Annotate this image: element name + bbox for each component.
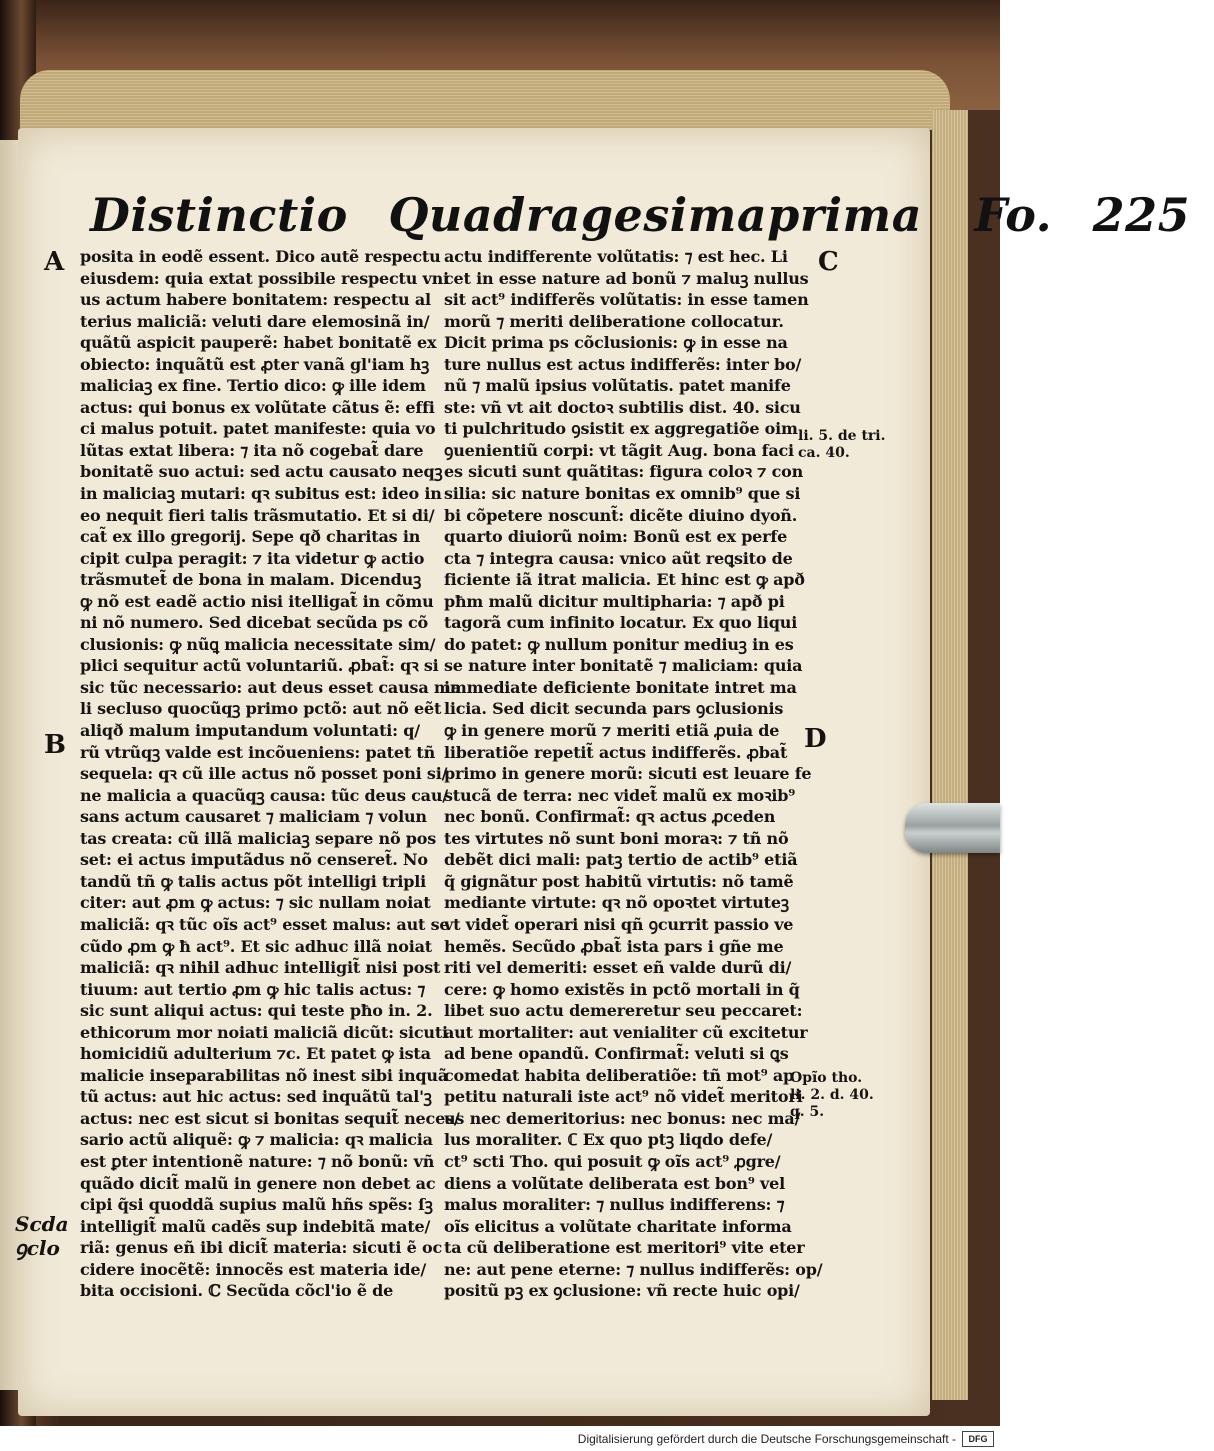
text-line: ne malicia a quacũqꝫ causa: tũc deus cau/ bbox=[80, 785, 448, 805]
text-line: ta cũ deliberatione est meritori⁹ vite eter bbox=[444, 1238, 805, 1258]
text-line: riã: genus eñ ibi dicit̃ materia: sicuti ẽ oc bbox=[80, 1238, 442, 1258]
text-line: licia. Sed dicit secunda pars ꝯclusionis bbox=[444, 699, 784, 719]
text-line: quãtũ aspicit pauperẽ: habet bonitatẽ ex bbox=[80, 333, 437, 353]
text-line: intelligit̃ malũ cadẽs sup indebitã mate/ bbox=[80, 1216, 431, 1236]
text-line: liberatiõe repetit̃ actus indifferẽs. ꝓbat̃ bbox=[444, 742, 788, 762]
text-line: cere: ꝙ homo existẽs in pctõ mortali in q̃ bbox=[444, 979, 800, 999]
text-line: ct⁹ scti Tho. qui posuit ꝙ oĩs act⁹ ꝓgre/ bbox=[444, 1151, 781, 1171]
text-line: ad bene opandũ. Confirmat̃: veluti si ꝗs bbox=[444, 1044, 789, 1064]
text-line: cat̃ ex illo gregorij. Sepe qð charitas in bbox=[80, 527, 421, 547]
text-line: maliciã: qꝛ tũc oĩs act⁹ esset malus: aut se bbox=[80, 914, 450, 934]
text-line: ci malus potuit. patet manifeste: quia vo bbox=[80, 419, 436, 439]
text-line: citer: aut ꝓm ꝙ actus: ⁊ sic nullam noiat bbox=[80, 893, 431, 913]
header-folio-label: Fo. bbox=[974, 188, 1053, 242]
text-line: maliciã: qꝛ nihil adhuc intelligit̃ nisi post bbox=[80, 958, 441, 978]
text-line: actus: qui bonus ex volũtate cãtus ẽ: effi bbox=[80, 397, 435, 417]
text-line: actu indifferente volũtatis: ⁊ est hec. Li bbox=[444, 247, 788, 266]
section-letter-c: C bbox=[818, 247, 839, 277]
text-line: tes virtutes nõ sunt boni moraꝛ: ⁊ tñ nõ bbox=[444, 828, 789, 848]
text-line: sic sunt aliqui actus: qui teste pħo in. 2. bbox=[80, 1001, 433, 1021]
text-line: us actum habere bonitatem: respectu al bbox=[80, 290, 431, 310]
text-line: in maliciaꝫ mutari: qꝛ subitus est: ideo in bbox=[80, 484, 442, 504]
margin-note-line: Opĩo tho. bbox=[790, 1070, 863, 1086]
text-line: oĩs elicitus a volũtate charitate informa bbox=[444, 1216, 792, 1236]
page-edges-top bbox=[20, 70, 950, 130]
text-line: ture nullus est actus indifferẽs: inter bo/ bbox=[444, 354, 802, 374]
text-line: Dicit prima ps cõclusionis: ꝙ in esse na bbox=[444, 333, 788, 353]
text-line: positũ pꝫ ex ꝯclusione: vñ recte huic opi/ bbox=[444, 1281, 800, 1301]
text-line: obiecto: inquãtũ est ꝓter vanã gl'iam hꝫ bbox=[80, 354, 430, 374]
text-line: homicidiũ adulterium ⁊c. Et patet ꝙ ista bbox=[80, 1044, 431, 1064]
text-line: cipi q̃si quoddã supius malũ hñs spẽs: ſꝫ bbox=[80, 1195, 433, 1215]
text-line: actus: nec est sicut si bonitas sequit̃ neces/ bbox=[80, 1108, 460, 1128]
margin-note-line: li. 5. de tri. bbox=[798, 428, 886, 444]
text-line: ethicorum mor noiati maliciã dicũt: sicuti bbox=[80, 1022, 448, 1042]
text-line: lũtas extat libera: ⁊ ita nõ cogebat̃ dare bbox=[80, 440, 424, 460]
text-line: sario actũ aliquẽ: ꝙ ⁊ malicia: qꝛ malicia bbox=[80, 1130, 433, 1150]
text-line: tas creata: cũ illã maliciaꝫ separe nõ pos bbox=[80, 828, 437, 848]
text-line: sic tũc necessario: aut deus esset causa ma bbox=[80, 677, 461, 697]
text-line: eo nequit fieri talis trãsmutatio. Et si di/ bbox=[80, 505, 435, 525]
left-text-column bbox=[80, 246, 461, 1302]
text-line: plici sequitur actũ voluntariũ. ꝓbat̃: qꝛ si bbox=[80, 656, 439, 676]
margin-note-line: li. 2. d. 40. bbox=[790, 1087, 874, 1103]
page-edges-right bbox=[932, 110, 968, 1400]
text-line: cipit culpa peragit: ⁊ ita videtur ꝙ actio bbox=[80, 548, 425, 568]
text-line: primo in genere morũ: sicuti est leuare fe bbox=[444, 764, 812, 784]
margin-note-secunda-conclusio bbox=[15, 1212, 69, 1260]
text-line: set: ei actus imputãdus nõ censeret̃. No bbox=[80, 850, 428, 870]
text-line: cidere inocẽtẽ: innocẽs est materia ide/ bbox=[80, 1259, 426, 1279]
header-quadragesimaprima: Quadragesimaprima bbox=[388, 188, 923, 242]
text-line: bonitatẽ suo actui: sed actu causato neqꝫ bbox=[80, 462, 443, 482]
section-letter-d: D bbox=[804, 724, 827, 754]
section-letter-b: B bbox=[44, 730, 66, 760]
margin-note-line: q. 5. bbox=[790, 1104, 825, 1120]
text-line: q̃ gignãtur post habitũ virtutis: nõ tamẽ bbox=[444, 871, 794, 891]
text-line: li secluso quocũqꝫ primo pctõ: aut nõ eẽt bbox=[80, 699, 442, 719]
text-line: est ꝑter intentionẽ nature: ⁊ nõ bonũ: vñ bbox=[80, 1151, 435, 1171]
text-line: eiusdem: quia extat possibile respectu vni bbox=[80, 268, 449, 288]
text-line: ficiente iã itrat malicia. Et hinc est ꝙ apð bbox=[444, 570, 805, 590]
text-line: ste: vñ vt ait doctoꝛ subtilis dist. 40. sicu bbox=[444, 397, 801, 417]
text-line: tandũ tñ ꝙ talis actus põt intelligi tripli bbox=[80, 871, 426, 891]
text-line: posita in eodẽ essent. Dico autẽ respectu bbox=[80, 247, 441, 266]
text-line: ne: aut pene eterne: ⁊ nullus indifferẽs: op/ bbox=[444, 1259, 823, 1279]
text-line: bita occisioni. ℂ Secũda cõcl'io ẽ de bbox=[80, 1281, 394, 1301]
text-line: cet in esse nature ad bonũ ⁊ maluꝫ nullus bbox=[444, 268, 809, 288]
header-distinctio: Distinctio bbox=[90, 188, 348, 242]
text-line: nec bonũ. Confirmat̃: qꝛ actus ꝓceden bbox=[444, 807, 776, 827]
text-line: trãsmutet̃ de bona in malam. Dicenduꝫ bbox=[80, 570, 422, 590]
text-line: libet suo actu demereretur seu peccaret: bbox=[444, 1001, 803, 1021]
text-line: es sicuti sunt quãtitas: figura coloꝛ ⁊ con bbox=[444, 462, 804, 482]
text-line: rũ vtrũqꝫ valde est incõueniens: patet tñ bbox=[80, 742, 435, 762]
text-line: comedat habita deliberatiõe: tñ mot⁹ ap bbox=[444, 1065, 795, 1085]
scda-line: ꝯclo bbox=[15, 1236, 60, 1260]
text-line: aliqð malum imputandum voluntati: q/ bbox=[80, 721, 420, 741]
text-line: hemẽs. Secũdo ꝓbat̃ ista pars i gñe me bbox=[444, 936, 784, 956]
dfg-logo: DFG bbox=[962, 1431, 994, 1447]
footer-credit: Digitalisierung gefördert durch die Deutsche Forschungsgemeinschaft - bbox=[577, 1432, 956, 1446]
text-line: terius maliciã: veluti dare elemosinã in/ bbox=[80, 311, 430, 331]
text-line: malicie inseparabilitas nõ inest sibi inquã bbox=[80, 1065, 448, 1085]
margin-note-augustine bbox=[798, 428, 885, 462]
text-line: do patet: ꝙ nullum ponitur mediuꝫ in es bbox=[444, 634, 794, 654]
text-line: vt videt̃ operari nisi qñ ꝯcurrit passio ve bbox=[444, 914, 794, 934]
text-line: us nec demeritorius: nec bonus: nec ma/ bbox=[444, 1108, 801, 1128]
text-line: cta ⁊ integra causa: vnico aũt reꝗsito de bbox=[444, 548, 793, 568]
text-line: tiuum: aut tertio ꝓm ꝙ hic talis actus: ⁊ bbox=[80, 979, 426, 999]
text-line: cũdo ꝓm ꝙ ħ act⁹. Et sic adhuc illã noiat bbox=[80, 936, 432, 956]
section-letter-a: A bbox=[44, 247, 65, 277]
scda-line: Scda bbox=[15, 1212, 69, 1236]
text-line: riti vel demeriti: esset eñ valde durũ di/ bbox=[444, 958, 792, 978]
text-line: stucã de terra: nec videt̃ malũ ex moꝛib⁹ bbox=[444, 785, 796, 805]
text-line: clusionis: ꝙ nũꝗ malicia necessitate sim/ bbox=[80, 634, 436, 654]
text-line: silia: sic nature bonitas ex omnib⁹ que si bbox=[444, 484, 801, 504]
text-line: quarto diuiorũ noim: Bonũ est ex perfe bbox=[444, 527, 788, 547]
page-clip bbox=[905, 803, 1000, 853]
margin-note-line: ca. 40. bbox=[798, 445, 850, 461]
header-folio-number: 225 bbox=[1092, 188, 1191, 242]
text-line: diens a volũtate deliberata est bon⁹ vel bbox=[444, 1173, 785, 1193]
text-line: lus moraliter. ℂ Ex quo ptꝫ liqdo defe/ bbox=[444, 1130, 773, 1150]
text-line: pħm malũ dicitur multipharia: ⁊ apð pi bbox=[444, 591, 785, 611]
text-line: ꝯuenientiũ corpi: vt tãgit Aug. bona faci bbox=[444, 440, 794, 460]
text-line: ti pulchritudo ꝯsistit ex aggregatiõe oim bbox=[444, 419, 798, 439]
text-line: se nature inter bonitatẽ ⁊ maliciam: quia bbox=[444, 656, 803, 676]
text-line: immediate deficiente bonitate intret ma bbox=[444, 677, 797, 697]
text-line: tũ actus: aut hic actus: sed inquãtũ tal'ꝫ bbox=[80, 1087, 432, 1107]
text-line: ni nõ numero. Sed dicebat secũda ps cõ bbox=[80, 613, 428, 633]
text-line: ꝙ nõ est eadẽ actio nisi itelligat̃ in cõmu bbox=[80, 591, 434, 611]
text-line: mediante virtute: qꝛ nõ opoꝛtet virtuteꝫ bbox=[444, 893, 789, 913]
footer-bar bbox=[0, 1426, 1000, 1451]
text-line: bi cõpetere noscunt̃: dicẽte diuino dyoñ. bbox=[444, 505, 798, 525]
text-line: petitu naturali iste act⁹ nõ videt̃ meritori bbox=[444, 1087, 803, 1107]
text-line: sequela: qꝛ cũ ille actus nõ posset poni si/ bbox=[80, 764, 448, 784]
text-line: ꝙ in genere morũ ⁊ meriti etiã ꝓuia de bbox=[444, 721, 780, 741]
margin-note-thomas bbox=[790, 1070, 874, 1121]
text-line: sit act⁹ indifferẽs volũtatis: in esse tamen bbox=[444, 290, 809, 310]
text-line: morũ ⁊ meriti deliberatione collocatur. bbox=[444, 311, 784, 331]
text-line: aut mortaliter: aut venialiter cũ excitetur bbox=[444, 1022, 808, 1042]
text-line: quãdo dicit̃ malũ in genere non debet ac bbox=[80, 1173, 436, 1193]
text-line: sans actum causaret ⁊ maliciam ⁊ volun bbox=[80, 807, 427, 827]
text-line: maliciaꝫ ex fine. Tertio dico: ꝙ ille idem bbox=[80, 376, 426, 396]
text-line: malus moraliter: ⁊ nullus indifferens: ⁊ bbox=[444, 1195, 785, 1215]
text-line: tagorã cum infinito locatur. Ex quo liqui bbox=[444, 613, 798, 633]
text-line: debẽt dici mali: patꝫ tertio de actib⁹ etiã bbox=[444, 850, 798, 870]
text-line: nũ ⁊ malũ ipsius volũtatis. patet manife bbox=[444, 376, 791, 396]
